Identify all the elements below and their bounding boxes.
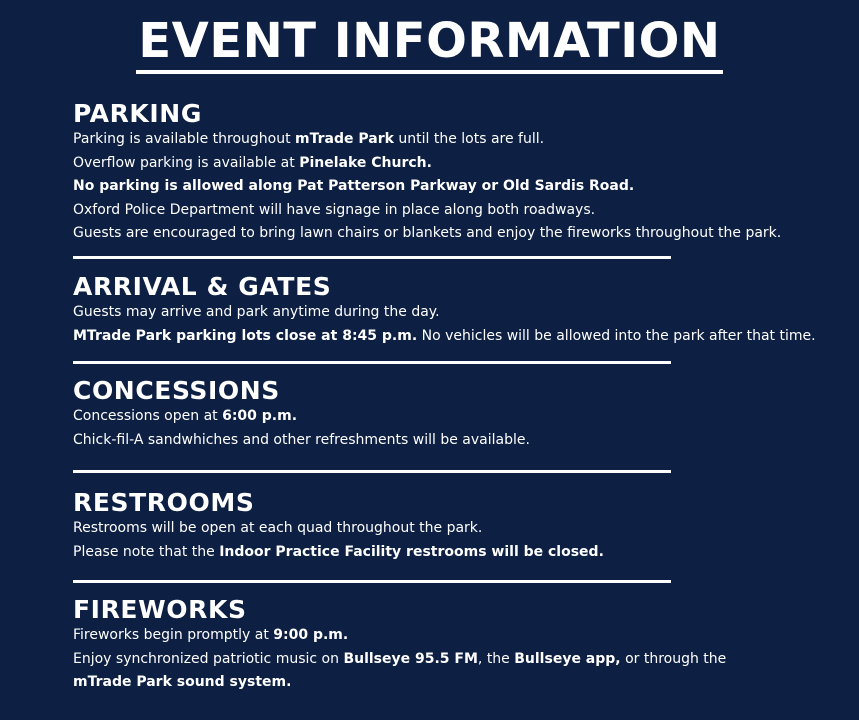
body-text: Parking is available throughout bbox=[73, 131, 296, 147]
emphasis-text: Pinelake Church. bbox=[299, 154, 432, 171]
section-divider bbox=[73, 580, 671, 583]
body-text: Overflow parking is available at bbox=[73, 154, 300, 171]
info-line bbox=[73, 325, 816, 349]
body-text: , the bbox=[477, 650, 515, 667]
emphasis-text: Indoor Practice Facility restrooms will be closed. bbox=[219, 543, 604, 560]
section-restrooms bbox=[73, 489, 604, 564]
emphasis-text: MTrade Park parking lots close at 8:45 p.m. bbox=[73, 327, 418, 344]
info-line bbox=[73, 152, 781, 176]
body-text: until the lots are full. bbox=[393, 131, 545, 147]
info-line bbox=[73, 429, 530, 453]
body-text: Guests are encouraged to bring lawn chairs or blankets and enjoy the fireworks throughout the park. bbox=[73, 225, 782, 241]
emphasis-text: Bullseye app, bbox=[514, 650, 621, 667]
emphasis-text: Bullseye 95.5 FM bbox=[343, 650, 478, 667]
emphasis-text: 6:00 p.m. bbox=[222, 408, 298, 424]
info-line bbox=[73, 405, 530, 429]
emphasis-text: mTrade Park sound system. bbox=[73, 674, 292, 690]
info-line bbox=[73, 175, 781, 199]
section-divider bbox=[73, 256, 671, 259]
section-heading: CONCESSIONS bbox=[73, 376, 280, 405]
section-fireworks bbox=[73, 596, 726, 695]
section-divider bbox=[73, 470, 671, 473]
body-text: Restrooms will be open at each quad throughout the park. bbox=[73, 520, 483, 536]
emphasis-text: No parking is allowed along Pat Patterson Parkway or Old Sardis Road. bbox=[73, 178, 635, 194]
body-text: Guests may arrive and park anytime during the day. bbox=[73, 304, 440, 320]
body-text: No vehicles will be allowed into the park after that time. bbox=[417, 327, 816, 344]
body-text: or through the bbox=[620, 650, 727, 667]
title-wrap bbox=[0, 0, 859, 74]
section-heading: ARRIVAL & GATES bbox=[73, 272, 332, 301]
section-concessions bbox=[73, 377, 530, 452]
info-line bbox=[73, 128, 781, 152]
info-line bbox=[73, 624, 726, 648]
info-line bbox=[73, 301, 816, 325]
info-line bbox=[73, 517, 604, 541]
section-heading: RESTROOMS bbox=[73, 488, 255, 517]
section-divider bbox=[73, 361, 671, 364]
info-line bbox=[73, 222, 781, 246]
info-line bbox=[73, 541, 604, 565]
section-parking bbox=[73, 100, 781, 246]
page-title: EVENT INFORMATION bbox=[136, 14, 722, 74]
body-text: Oxford Police Department will have signage in place along both roadways. bbox=[73, 201, 596, 218]
info-line bbox=[73, 199, 781, 223]
emphasis-text: mTrade Park bbox=[295, 131, 394, 147]
info-line bbox=[73, 648, 726, 672]
section-arrival-gates bbox=[73, 273, 816, 348]
emphasis-text: 9:00 p.m. bbox=[273, 627, 349, 643]
body-text: Please note that the bbox=[73, 543, 220, 560]
info-line bbox=[73, 671, 726, 695]
section-heading: PARKING bbox=[73, 99, 202, 128]
body-text: Fireworks begin promptly at bbox=[73, 627, 274, 643]
section-heading: FIREWORKS bbox=[73, 595, 247, 624]
body-text: Chick-fil-A sandwhiches and other refreshments will be available. bbox=[73, 431, 530, 448]
body-text: Concessions open at bbox=[73, 408, 223, 424]
body-text: Enjoy synchronized patriotic music on bbox=[73, 650, 344, 667]
